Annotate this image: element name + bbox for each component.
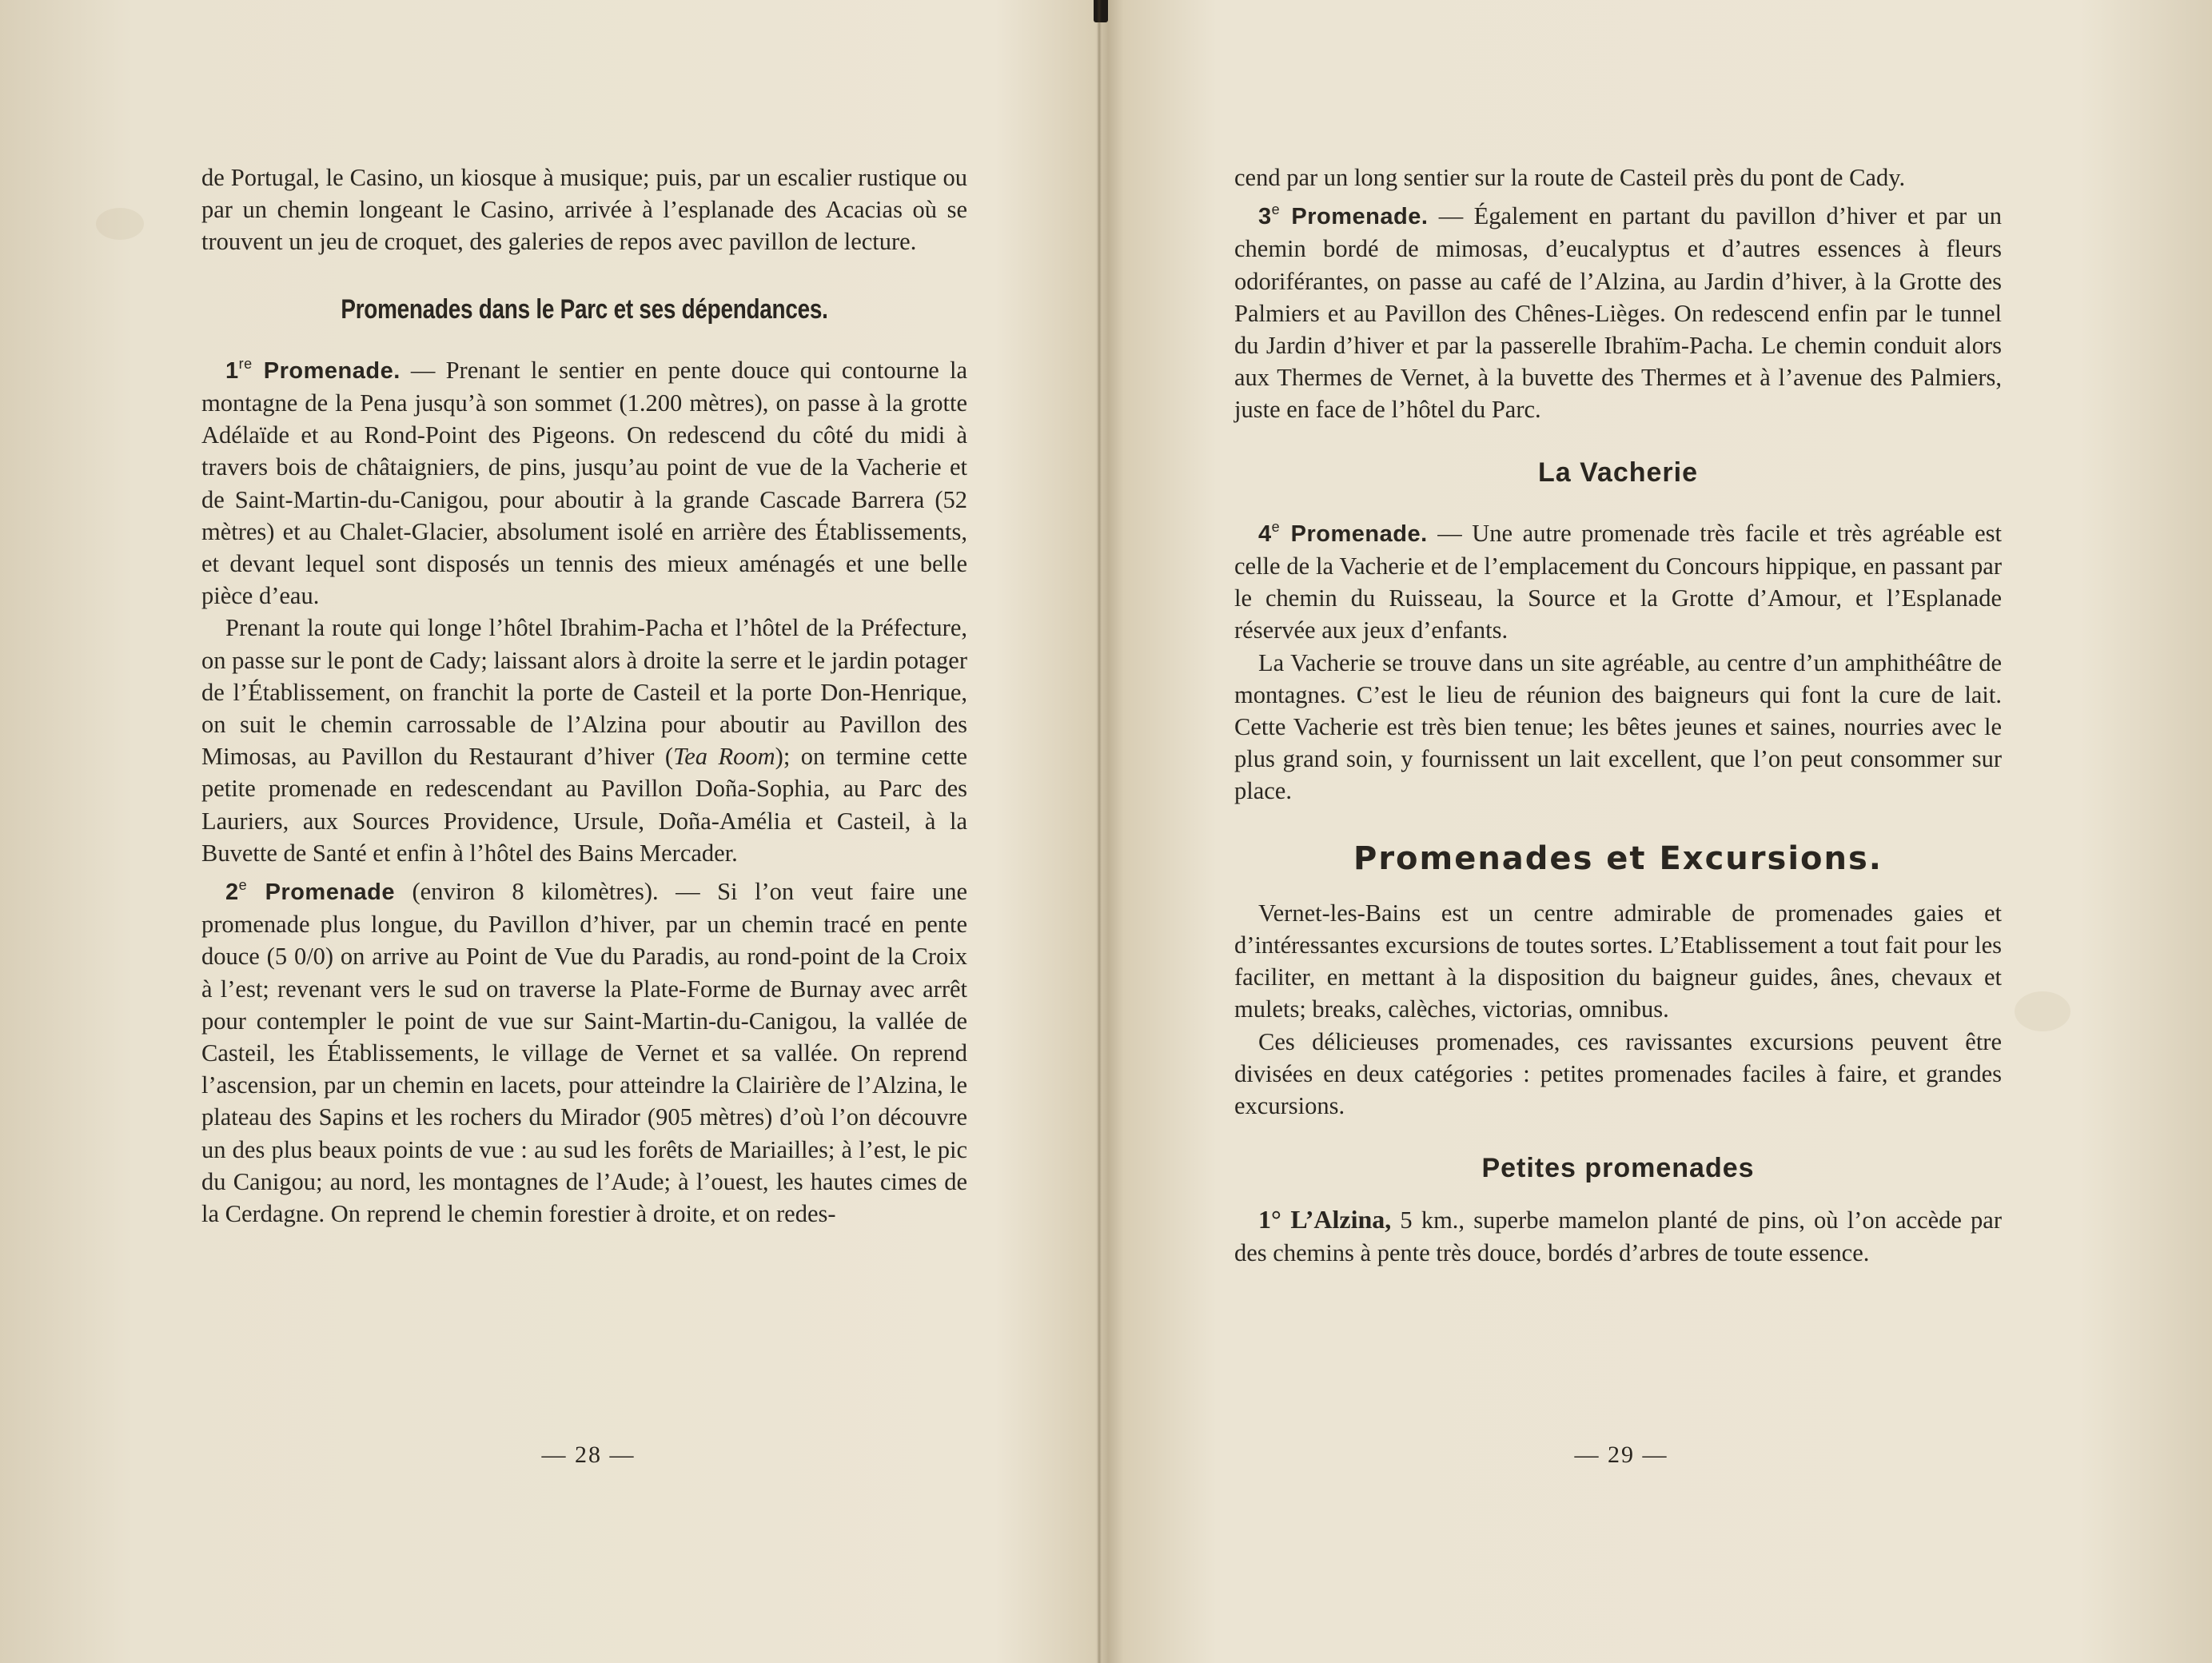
page-number-28: — 28 — [541,1442,636,1468]
promenade-1-paragraph: 1re Promenade. — Prenant le sentier en pente douce qui contourne la montagne de la Pena jusqu’à son sommet (1.200 mètres), on passe à la grotte Adélaïde et au Rond-Point des Pigeons. On redescend du côté du midi à travers bois de châtaigniers, de pins, jusqu’au point de vue de la Vacherie et de Saint-Martin-du-Canigou, pour aboutir à la grande Cascade Barrera (52 mètres) et au Chalet-Glacier, absolument isolé en arrière des Établissements, et devant lequel sont disposés un tennis des mieux aménagés et une belle pièce d’eau. [201,355,967,610]
excursions-paragraph-1: Vernet-les-Bains est un centre admirable de promenades gaies et d’intéressantes excursions de toutes sortes. L’Etablissement a tout fait pour les faciliter, en mettant à la disposition du baigneur guides, ânes, chevaux et mulets; breaks, calèches, victorias, omnibus. [1234,899,2002,1023]
vacherie-paragraph: La Vacherie se trouve dans un site agréable, au centre d’un amphithéâtre de montagnes. C’est le lieu de réunion des baigneurs qui font la cure de lait. Cette Vacherie est très bien tenue; les bêtes jeunes et saines, nourries avec le plus grand soin, y fournissent un lait excellent, que l’on peut consommer sur place. [1234,648,2002,805]
promenade-3-lead: 3e Promenade. [1258,201,1429,230]
right-page [1102,0,2212,1663]
left-text-column [201,162,967,1230]
page-number-29: — 29 — [1574,1442,1668,1468]
left-page [0,0,1097,1663]
promenade-4-lead: 4e Promenade. [1258,518,1428,547]
intro-paragraph: de Portugal, le Casino, un kiosque à musique; puis, par un escalier rustique ou par un chemin longeant le Casino, arrivée à l’esplanade des Acacias où se trouvent un jeu de croquet, des galeries de repos avec pavillon de lecture. [201,164,967,256]
section-heading-vacherie: La Vacherie [1537,457,1698,488]
alzina-lead: 1° L’Alzina, [1258,1205,1392,1234]
promenade-3-paragraph: 3e Promenade. — Également en partant du pavillon d’hiver et par un chemin bordé de mimosas, d’eucalyptus et d’autres essences à fleurs odoriférantes, on passe au café de l’Alzina, au Jardin d’hiver, à la Grotte des Palmiers et au Pavillon des Chênes-Lièges. On redescend enfin par le tunnel du Jardin d’hiver et par la passerelle Ibrahïm-Pacha. Le chemin conduit alors aux Thermes de Vernet, à la buvette des Thermes et à l’avenue des Palmiers, juste en face de l’hôtel du Parc. [1234,201,2003,424]
continuation-paragraph: cend par un long sentier sur la route de Casteil près du pont de Cady. [1234,164,1906,191]
excursions-paragraph-2: Ces délicieuses promenades, ces ravissantes excursions peuvent être divisées en deux catégories : petites promenades faciles à faire, et grandes excursions. [1234,1027,2002,1120]
promenade-4-paragraph: 4e Promenade. — Une autre promenade très facile et très agréable est celle de la Vacherie et de l’emplacement du Concours hippique, en passant par le chemin du Ruisseau, la Source et la Grotte d’Amour, et l’Esplanade réservée aux jeux d’enfants. [1234,518,2002,644]
promenade-1-lead: 1re Promenade. [225,355,401,384]
promenade-2-paragraph: 2e Promenade (environ 8 kilomètres). — Si l’on veut faire une promenade plus longue, du Pavillon d’hiver, par un chemin tracé en pente douce (5 0/0) on arrive au Point de Vue du Paradis, au rond-point de la Croix à l’est; revenant vers le sud on traverse la Plate-Forme de Burnay avec arrêt pour contempler le point de vue sur Saint-Martin-du-Canigou, la vallée de Casteil, les Établissements, le village de Vernet et sa vallée. On reprend l’ascension, par un chemin en lacets, pour atteindre la Clairière de l’Alzina, le plateau des Sapins et les rochers du Mirador (905 mètres) d’où l’on découvre un des plus beaux points de vue : au sud les forêts de Mariailles; à l’est, le pic du Canigou; au nord, les montagnes de l’Aude; à l’ouest, les hautes cimes de la Cerdagne. On reprend le chemin forestier à droite, et on redes- [201,877,967,1228]
promenade-1-continuation: Prenant la route qui longe l’hôtel Ibrahim-Pacha et l’hôtel de la Préfecture, on passe sur le pont de Cady; laissant alors à droite la serre et le jardin potager de l’Établissement, on franchit la porte de Casteil et la porte Don-Henrique, on suit le chemin carrossable de l’Alzina pour aboutir au Pavillon des Mimosas, au Pavillon du Restaurant d’hiver (Tea Room); on termine cette petite promenade en redescendant au Pavillon Doña-Sophia, au Parc des Lauriers, aux Sources Providence, Ursule, Doña-Amélia et Casteil, à la Buvette de Santé et enfin à l’hôtel des Bains Mercader. [201,614,968,867]
section-heading-excursions: Promenades et Excursions. [1353,839,1883,877]
promenade-2-lead: 2e Promenade [225,877,396,906]
alzina-paragraph: 1° L’Alzina, 5 km., superbe mamelon planté de pins, où l’on accède par des chemins à pente très douce, bordés d’arbres de toute essence. [1234,1205,2002,1266]
section-heading-parc: Promenades dans le Parc et ses dépendances. [341,293,828,325]
right-text-column [1234,162,2002,1269]
section-heading-petites: Petites promenades [1481,1153,1755,1184]
